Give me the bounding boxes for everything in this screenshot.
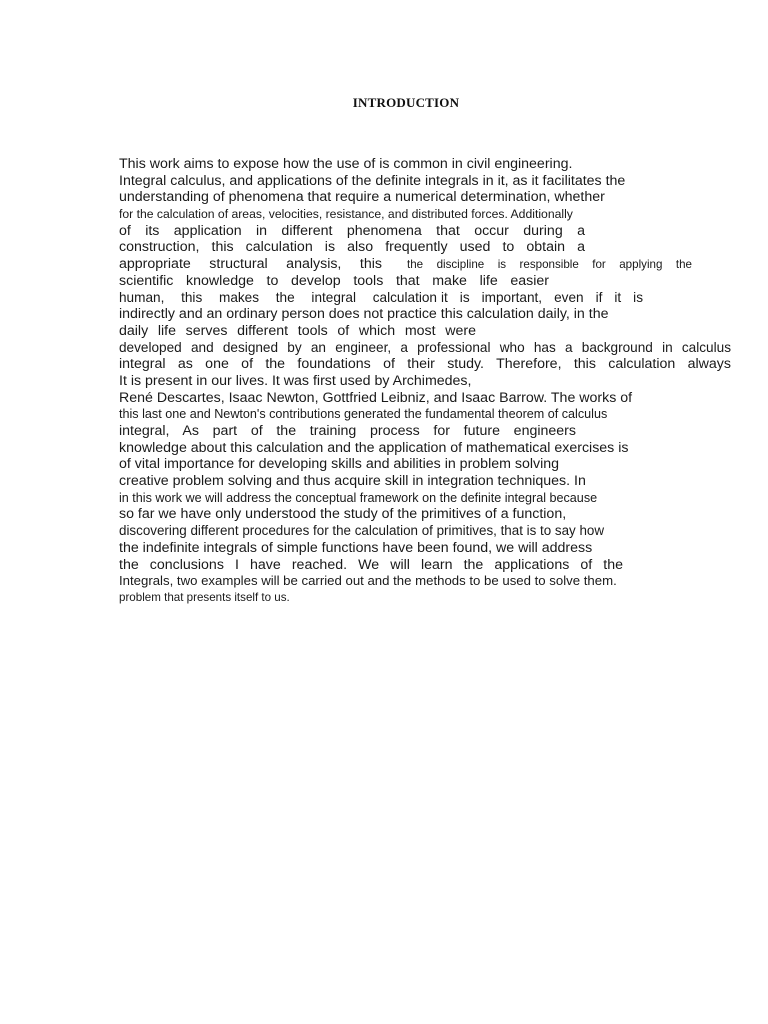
text-line: scientific knowledge to develop tools that make life easier <box>119 272 549 289</box>
text-line: developed and designed by an engineer, a professional who has a background in calculus <box>119 339 731 355</box>
text-line: the indefinite integrals of simple functions have been found, we will address <box>119 539 593 556</box>
text-line: understanding of phenomena that require a numerical determination, whether <box>119 189 605 206</box>
text-line: in this work we will address the conceptual framework on the definite integral because <box>119 490 598 505</box>
text-line-compound <box>119 290 731 307</box>
text-line: integral, As part of the training process for future engineers <box>119 423 576 439</box>
text-segment: appropriate structural analysis, this <box>119 256 382 273</box>
text-line: knowledge about this calculation and the application of mathematical exercises is <box>119 439 629 456</box>
text-line: Integrals, two examples will be carried out and the methods to be used to solve them. <box>119 573 617 589</box>
text-line: so far we have only understood the study of the primitives of a function, <box>119 506 567 523</box>
text-line: of vital importance for developing skills and abilities in problem solving <box>119 456 560 473</box>
text-segment: the discipline is responsible for applying the <box>407 258 692 272</box>
text-line: Integral calculus, and applications of the definite integrals in it, as it facilitates the <box>119 172 626 189</box>
introduction-body <box>119 156 731 607</box>
text-line: René Descartes, Isaac Newton, Gottfried Leibniz, and Isaac Barrow. The works of <box>119 389 633 406</box>
text-line: This work aims to expose how the use of is common in civil engineering. <box>119 156 573 172</box>
text-line: integral as one of the foundations of their study. Therefore, this calculation always <box>119 356 731 373</box>
text-line: this last one and Newton's contributions generated the fundamental theorem of calculus <box>119 407 608 422</box>
text-line: problem that presents itself to us. <box>119 590 290 604</box>
text-line: of its application in different phenomena that occur during a <box>119 222 585 239</box>
text-line: It is present in our lives. It was first used by Archimedes, <box>119 372 472 389</box>
text-line-compound <box>119 256 731 273</box>
text-segment: it is important, even if it is <box>441 289 643 305</box>
text-line: creative problem solving and thus acquire skill in integration techniques. In <box>119 473 586 490</box>
text-segment: human, this makes the integral calculation <box>119 289 437 305</box>
text-line: the conclusions I have reached. We will learn the applications of the <box>119 556 623 573</box>
text-line: construction, this calculation is also frequently used to obtain a <box>119 239 585 256</box>
text-line: indirectly and an ordinary person does not practice this calculation daily, in the <box>119 306 609 323</box>
text-line: discovering different procedures for the calculation of primitives, that is to say how <box>119 523 605 539</box>
text-line: for the calculation of areas, velocities, resistance, and distributed forces. Additionally <box>119 207 573 222</box>
page-title: INTRODUCTION <box>352 95 460 110</box>
text-line: daily life serves different tools of which most were <box>119 322 476 339</box>
